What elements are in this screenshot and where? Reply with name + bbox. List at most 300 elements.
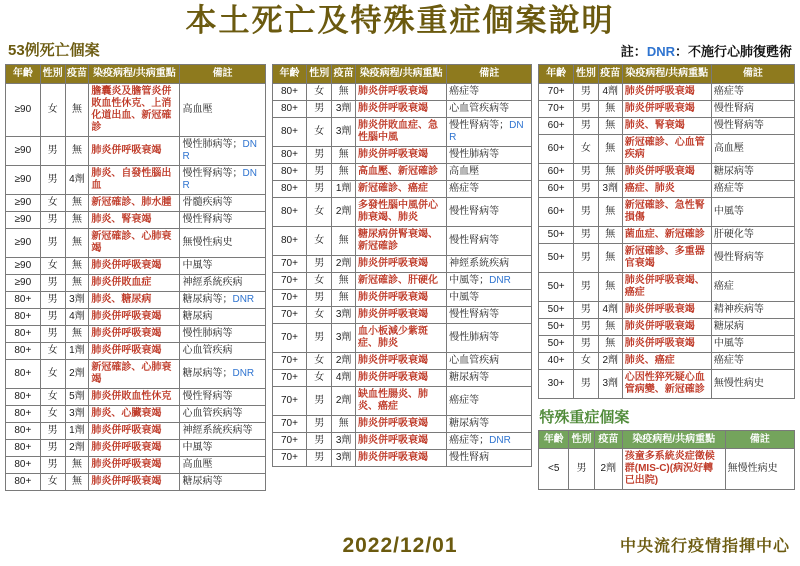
course-cell: 肺炎併呼吸衰竭: [622, 83, 711, 100]
course-cell: 肺炎併呼吸衰竭: [356, 255, 447, 272]
course-cell: 肺炎、糖尿病: [89, 291, 180, 308]
course-cell: 肺炎併敗血性休克: [89, 388, 180, 405]
course-cell: 肺炎、心臟衰竭: [89, 405, 180, 422]
vaccine-cell: 無: [332, 415, 356, 432]
note-cell: 慢性腎病等: [180, 388, 265, 405]
agency-name: 中央流行疫情指揮中心: [619, 538, 790, 555]
course-cell: 新冠確診、心肺衰竭: [89, 359, 180, 388]
sex-cell: 女: [40, 194, 65, 211]
sex-cell: 男: [573, 163, 598, 180]
sex-cell: 男: [307, 415, 332, 432]
note-cell: 骨髓疾病等: [180, 194, 265, 211]
table-row: [6, 291, 266, 308]
course-cell: 血小板減少紫斑症、肺炎: [356, 323, 447, 352]
sex-cell: 男: [40, 165, 65, 194]
sex-cell: 男: [307, 100, 332, 117]
column-header-4: 備註: [180, 65, 265, 84]
sex-cell: 男: [307, 289, 332, 306]
table-row: [6, 422, 266, 439]
age-cell: 70+: [272, 352, 307, 369]
note-cell: 慢性肺病等: [180, 325, 265, 342]
note-cell: 精神疾病等: [711, 301, 794, 318]
age-cell: 70+: [539, 100, 574, 117]
sex-cell: 女: [573, 134, 598, 163]
vaccine-cell: 5劑: [65, 388, 89, 405]
note-cell: 慢性腎病等: [711, 117, 794, 134]
note-cell: 糖尿病: [711, 318, 794, 335]
sex-cell: 男: [573, 83, 598, 100]
sex-cell: 女: [307, 352, 332, 369]
course-cell: 肺炎併呼吸衰竭: [622, 301, 711, 318]
sex-cell: 男: [307, 180, 332, 197]
course-cell: 肺炎併呼吸衰竭: [622, 100, 711, 117]
age-cell: 80+: [272, 180, 307, 197]
age-cell: ≥90: [6, 194, 41, 211]
sex-cell: 女: [307, 272, 332, 289]
age-cell: 50+: [539, 272, 574, 301]
course-cell: 孩童多系統炎症徵候群(MIS-C)(病況好轉已出院): [622, 449, 725, 490]
note-cell: 中風等: [180, 257, 265, 274]
course-cell: 肺炎併呼吸衰竭: [89, 439, 180, 456]
age-cell: 80+: [272, 146, 307, 163]
course-cell: 肺炎併呼吸衰竭: [89, 456, 180, 473]
table-row: [272, 323, 532, 352]
vaccine-cell: 3劑: [332, 432, 356, 449]
age-cell: 80+: [6, 473, 41, 490]
sex-cell: 男: [40, 136, 65, 165]
table-row: [539, 134, 795, 163]
table-row: [539, 449, 795, 490]
vaccine-cell: 無: [65, 83, 89, 136]
table-row: [272, 255, 532, 272]
course-cell: 肺炎併呼吸衰竭: [356, 415, 447, 432]
sex-cell: 男: [40, 291, 65, 308]
vaccine-cell: 無: [65, 228, 89, 257]
note-cell: 心血管疾病等: [447, 100, 532, 117]
age-cell: 80+: [6, 388, 41, 405]
vaccine-cell: 2劑: [332, 197, 356, 226]
table-row: [272, 449, 532, 466]
sex-cell: 男: [573, 318, 598, 335]
page-title: 本土死亡及特殊重症個案說明: [185, 3, 615, 38]
age-cell: 80+: [6, 422, 41, 439]
vaccine-cell: 3劑: [332, 100, 356, 117]
table-row: [272, 306, 532, 323]
table-row: [6, 165, 266, 194]
header-row: [539, 65, 795, 84]
sex-cell: 女: [40, 359, 65, 388]
vaccine-cell: 2劑: [65, 439, 89, 456]
sex-cell: 女: [40, 342, 65, 359]
course-cell: 肺炎併呼吸衰竭: [356, 306, 447, 323]
table-row: [6, 228, 266, 257]
course-cell: 肺炎併呼吸衰竭: [89, 257, 180, 274]
table-row: [539, 117, 795, 134]
age-cell: 80+: [272, 83, 307, 100]
dnr-label: DNR: [232, 367, 255, 379]
note-cell: 癌症等: [711, 352, 794, 369]
column-header-2: 疫苗: [332, 65, 356, 84]
column-header-2: 疫苗: [598, 65, 622, 84]
age-cell: 80+: [6, 308, 41, 325]
sex-cell: 女: [307, 306, 332, 323]
age-cell: 50+: [539, 301, 574, 318]
table-row: [539, 352, 795, 369]
column-header-3: 染疫病程/共病重點: [89, 65, 180, 84]
table-row: [272, 432, 532, 449]
sex-cell: 男: [573, 226, 598, 243]
age-cell: ≥90: [6, 83, 41, 136]
table-row: [6, 456, 266, 473]
age-cell: 80+: [6, 439, 41, 456]
vaccine-cell: 無: [332, 272, 356, 289]
course-cell: 缺血性腸炎、肺炎、癌症: [356, 386, 447, 415]
course-cell: 多發性腦中風併心肺衰竭、肺炎: [356, 197, 447, 226]
vaccine-cell: 3劑: [65, 405, 89, 422]
course-cell: 肺炎併敗血症: [89, 274, 180, 291]
course-cell: 肺炎併呼吸衰竭: [356, 289, 447, 306]
note-cell: 心血管疾病等: [180, 405, 265, 422]
age-cell: ≥90: [6, 211, 41, 228]
sex-cell: 女: [40, 405, 65, 422]
sex-cell: 男: [40, 308, 65, 325]
table-row: [539, 100, 795, 117]
course-cell: 新冠確診、急性腎損傷: [622, 197, 711, 226]
table-row: [6, 274, 266, 291]
course-cell: 新冠確診、多重器官衰竭: [622, 243, 711, 272]
vaccine-cell: 4劑: [332, 369, 356, 386]
note-cell: 高血壓: [180, 456, 265, 473]
course-cell: 糖尿病併腎衰竭、新冠確診: [356, 226, 447, 255]
note-cell: 糖尿病: [180, 308, 265, 325]
note-cell: 中風等；DNR: [447, 272, 532, 289]
course-cell: 新冠確診、癌症: [356, 180, 447, 197]
vaccine-cell: 3劑: [332, 323, 356, 352]
age-cell: 80+: [272, 100, 307, 117]
sex-cell: 男: [40, 422, 65, 439]
dnr-note: [621, 41, 792, 60]
vaccine-cell: 1劑: [65, 422, 89, 439]
sex-cell: 男: [307, 146, 332, 163]
age-cell: 70+: [539, 83, 574, 100]
age-cell: 60+: [539, 117, 574, 134]
sex-cell: 男: [307, 255, 332, 272]
death-table-2: [272, 64, 533, 467]
table-row: [272, 146, 532, 163]
vaccine-cell: 2劑: [332, 386, 356, 415]
table-row: [6, 136, 266, 165]
vaccine-cell: 無: [598, 163, 622, 180]
age-cell: 60+: [539, 180, 574, 197]
note-cell: 慢性腎病等: [447, 226, 532, 255]
column-header-4: 備註: [711, 65, 794, 84]
table-row: [6, 211, 266, 228]
note-cell: 慢性腎病等: [447, 197, 532, 226]
sex-cell: 女: [307, 197, 332, 226]
course-cell: 肺炎併呼吸衰竭: [356, 83, 447, 100]
course-cell: 新冠確診、肺水腫: [89, 194, 180, 211]
note-cell: 癌症: [711, 272, 794, 301]
note-cell: 癌症等: [447, 83, 532, 100]
column-header-3: 染疫病程/共病重點: [622, 65, 711, 84]
note-cell: 癌症等；DNR: [447, 432, 532, 449]
table-row: [272, 197, 532, 226]
column-header-0: 年齡: [6, 65, 41, 84]
vaccine-cell: 1劑: [65, 342, 89, 359]
age-cell: 50+: [539, 335, 574, 352]
vaccine-cell: 無: [332, 83, 356, 100]
vaccine-cell: 2劑: [594, 449, 622, 490]
subheader-row: [0, 38, 800, 62]
table-row: [272, 289, 532, 306]
table-row: [6, 388, 266, 405]
note-cell: 慢性腎病等: [180, 211, 265, 228]
dnr-label: DNR: [232, 293, 255, 305]
sex-cell: 女: [40, 388, 65, 405]
table-row: [6, 308, 266, 325]
note-cell: 中風等: [180, 439, 265, 456]
age-cell: 70+: [272, 289, 307, 306]
course-cell: 肺炎併呼吸衰竭: [89, 473, 180, 490]
sex-cell: 男: [307, 386, 332, 415]
column-header-1: 性別: [307, 65, 332, 84]
table-row: [272, 386, 532, 415]
vaccine-cell: 無: [598, 117, 622, 134]
column-header-1: 性別: [40, 65, 65, 84]
course-cell: 菌血症、新冠確診: [622, 226, 711, 243]
note-cell: 糖尿病等；DNR: [180, 359, 265, 388]
note-cell: 糖尿病等: [180, 473, 265, 490]
vaccine-cell: 無: [332, 226, 356, 255]
vaccine-cell: 無: [598, 318, 622, 335]
course-cell: 肺炎併呼吸衰竭: [89, 325, 180, 342]
table-row: [539, 163, 795, 180]
header-row: [272, 65, 532, 84]
vaccine-cell: 無: [65, 136, 89, 165]
note-cell: 糖尿病等: [447, 415, 532, 432]
note-cell: 無慢性病史: [180, 228, 265, 257]
table-row: [6, 405, 266, 422]
column-header-1: 性別: [573, 65, 598, 84]
note-cell: 慢性肺病等: [447, 323, 532, 352]
vaccine-cell: 2劑: [598, 352, 622, 369]
course-cell: 肺炎併呼吸衰竭: [622, 318, 711, 335]
vaccine-cell: 2劑: [332, 255, 356, 272]
sex-cell: 男: [573, 243, 598, 272]
dnr-label: DNR: [449, 119, 524, 143]
vaccine-cell: 3劑: [598, 369, 622, 398]
note-cell: 癌症等: [447, 386, 532, 415]
vaccine-cell: 無: [65, 456, 89, 473]
note-cell: 中風等: [711, 197, 794, 226]
age-cell: 70+: [272, 386, 307, 415]
note-cell: 神經系統疾病: [447, 255, 532, 272]
vaccine-cell: 4劑: [65, 308, 89, 325]
table-row: [539, 243, 795, 272]
table-row: [539, 180, 795, 197]
vaccine-cell: 無: [65, 257, 89, 274]
note-cell: 無慢性病史: [725, 449, 794, 490]
dnr-label: DNR: [182, 138, 257, 162]
age-cell: 80+: [6, 291, 41, 308]
sex-cell: 男: [307, 323, 332, 352]
course-cell: 肺炎、腎衰竭: [622, 117, 711, 134]
sex-cell: 男: [573, 180, 598, 197]
course-cell: 新冠確診、肝硬化: [356, 272, 447, 289]
sex-cell: 女: [307, 117, 332, 146]
table-row: [6, 325, 266, 342]
table-row: [539, 83, 795, 100]
column-header-1: 性別: [569, 430, 595, 449]
table-row: [6, 257, 266, 274]
table-row: [272, 272, 532, 289]
severe-cases-heading: 特殊重症個案: [539, 408, 630, 426]
deaths-count-heading: 53例死亡個案: [8, 42, 100, 60]
age-cell: <5: [539, 449, 569, 490]
age-cell: ≥90: [6, 274, 41, 291]
age-cell: 70+: [272, 415, 307, 432]
dnr-label: DNR: [489, 274, 511, 286]
age-cell: 80+: [6, 405, 41, 422]
table-row: [539, 301, 795, 318]
sex-cell: 男: [573, 197, 598, 226]
age-cell: 70+: [272, 432, 307, 449]
age-cell: 80+: [272, 197, 307, 226]
note-cell: 心血管疾病: [180, 342, 265, 359]
sex-cell: 男: [573, 100, 598, 117]
vaccine-cell: 4劑: [65, 165, 89, 194]
sex-cell: 女: [40, 473, 65, 490]
course-cell: 肺炎併呼吸衰竭: [89, 136, 180, 165]
sex-cell: 男: [307, 163, 332, 180]
note-cell: 慢性肺病等: [447, 146, 532, 163]
vaccine-cell: 2劑: [65, 359, 89, 388]
note-cell: 慢性腎病: [711, 100, 794, 117]
note-cell: 慢性肺病等；DNR: [180, 136, 265, 165]
table-row: [539, 197, 795, 226]
column-header-4: 備註: [447, 65, 532, 84]
sex-cell: 男: [573, 272, 598, 301]
table-row: [272, 117, 532, 146]
table-row: [539, 369, 795, 398]
age-cell: 80+: [6, 342, 41, 359]
column-header-3: 染疫病程/共病重點: [622, 430, 725, 449]
column-header-4: 備註: [725, 430, 794, 449]
vaccine-cell: 無: [598, 134, 622, 163]
header-row: [539, 430, 795, 449]
third-column: [538, 64, 795, 490]
course-cell: 肺炎併呼吸衰竭、癌症: [622, 272, 711, 301]
vaccine-cell: 無: [598, 100, 622, 117]
table-row: [272, 83, 532, 100]
age-cell: 70+: [272, 323, 307, 352]
table-row: [272, 163, 532, 180]
age-cell: 80+: [272, 226, 307, 255]
note-cell: 慢性腎病等: [711, 243, 794, 272]
dnr-note-suffix: ：不施行心肺復甦術: [674, 44, 792, 60]
course-cell: 癌症、肺炎: [622, 180, 711, 197]
course-cell: 肺炎、自發性腦出血: [89, 165, 180, 194]
table-row: [539, 226, 795, 243]
table-row: [272, 415, 532, 432]
vaccine-cell: 無: [65, 194, 89, 211]
table-row: [539, 335, 795, 352]
age-cell: ≥90: [6, 136, 41, 165]
dnr-note-abbr: DNR: [646, 44, 675, 60]
sex-cell: 女: [40, 83, 65, 136]
table-row: [272, 226, 532, 255]
dnr-label: DNR: [182, 167, 257, 191]
note-cell: 癌症等: [711, 83, 794, 100]
severe-case-table: [538, 430, 795, 491]
course-cell: 肺炎併呼吸衰竭: [89, 342, 180, 359]
note-cell: 癌症等: [711, 180, 794, 197]
note-cell: 癌症等: [447, 180, 532, 197]
course-cell: 肺炎併呼吸衰竭: [89, 308, 180, 325]
note-cell: 無慢性病史: [711, 369, 794, 398]
sex-cell: 男: [40, 325, 65, 342]
note-cell: 心血管疾病: [447, 352, 532, 369]
vaccine-cell: 無: [598, 272, 622, 301]
note-cell: 高血壓: [180, 83, 265, 136]
vaccine-cell: 4劑: [598, 301, 622, 318]
course-cell: 肺炎併呼吸衰竭: [356, 352, 447, 369]
age-cell: 60+: [539, 163, 574, 180]
age-cell: ≥90: [6, 228, 41, 257]
course-cell: 肺炎併敗血症、急性腦中風: [356, 117, 447, 146]
column-header-0: 年齡: [272, 65, 307, 84]
age-cell: 50+: [539, 226, 574, 243]
course-cell: 肺炎併呼吸衰竭: [622, 335, 711, 352]
death-table-3: [538, 64, 795, 399]
age-cell: 80+: [6, 359, 41, 388]
note-cell: 中風等: [711, 335, 794, 352]
sex-cell: 男: [40, 439, 65, 456]
course-cell: 肺炎、腎衰竭: [89, 211, 180, 228]
vaccine-cell: 3劑: [332, 449, 356, 466]
course-cell: 肺炎併呼吸衰竭: [356, 369, 447, 386]
course-cell: 肺炎併呼吸衰竭: [356, 449, 447, 466]
sex-cell: 女: [307, 83, 332, 100]
vaccine-cell: 3劑: [65, 291, 89, 308]
dnr-label: DNR: [489, 434, 511, 446]
course-cell: 肺炎併呼吸衰竭: [356, 146, 447, 163]
table-row: [272, 352, 532, 369]
vaccine-cell: 無: [332, 163, 356, 180]
age-cell: 50+: [539, 243, 574, 272]
age-cell: 80+: [272, 117, 307, 146]
age-cell: 80+: [6, 456, 41, 473]
note-cell: 神經系統疾病等: [180, 422, 265, 439]
note-cell: 神經系統疾病: [180, 274, 265, 291]
age-cell: 60+: [539, 197, 574, 226]
vaccine-cell: 3劑: [332, 306, 356, 323]
vaccine-cell: 1劑: [332, 180, 356, 197]
sex-cell: 男: [40, 456, 65, 473]
table-row: [272, 100, 532, 117]
note-cell: 中風等: [447, 289, 532, 306]
note-cell: 糖尿病等: [447, 369, 532, 386]
age-cell: 30+: [539, 369, 574, 398]
table-row: [6, 473, 266, 490]
vaccine-cell: 2劑: [332, 352, 356, 369]
sex-cell: 男: [573, 335, 598, 352]
column-header-2: 疫苗: [65, 65, 89, 84]
table-row: [6, 83, 266, 136]
vaccine-cell: 無: [598, 243, 622, 272]
column-header-0: 年齡: [539, 65, 574, 84]
note-cell: 高血壓: [447, 163, 532, 180]
